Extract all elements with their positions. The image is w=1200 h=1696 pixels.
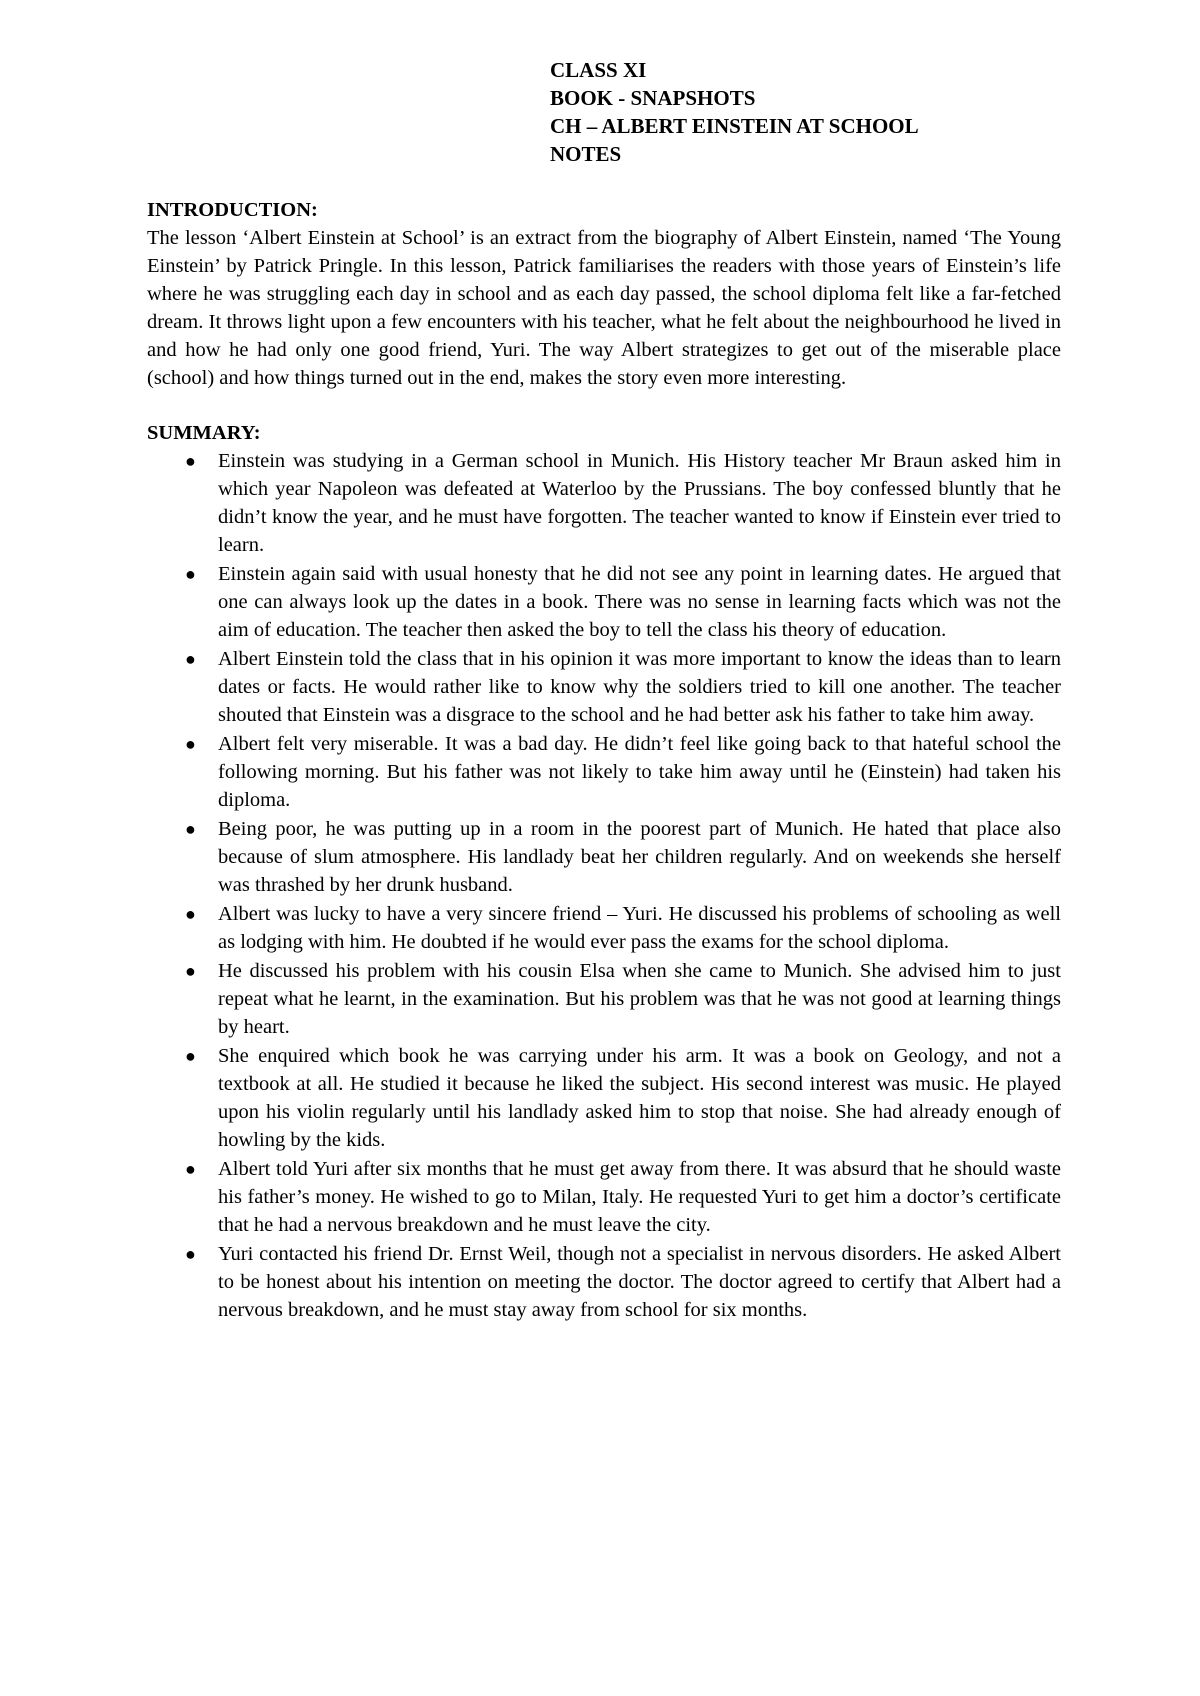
notes-line: NOTES: [550, 142, 622, 166]
list-item-text: Albert Einstein told the class that in his opinion it was more important to know the ideas than to learn dates or facts. He would rather like to know why the soldiers tried to kill one another. The teacher shouted that Einstein was a disgrace to the school and he had better ask his father to take him away.: [218, 648, 1061, 726]
list-item: [147, 1155, 1061, 1239]
bullet-icon: ●: [185, 564, 196, 584]
introduction-paragraph: The lesson ‘Albert Einstein at School’ is an extract from the biography of Albert Einstein, named ‘The Young Einstein’ by Patrick Pringle. In this lesson, Patrick familiarises the readers with those years of Einstein’s life where he was struggling each day in school and as each day passed, the school diploma felt like a far-fetched dream. It throws light upon a few encounters with his teacher, what he felt about the neighbourhood he lived in and how he had only one good friend, Yuri. The way Albert strategizes to get out of the miserable place (school) and how things turned out in the end, makes the story even more interesting.: [147, 227, 1061, 389]
list-item: [147, 815, 1061, 899]
bullet-icon: ●: [185, 904, 196, 924]
list-item: [147, 1042, 1061, 1154]
list-item: [147, 730, 1061, 814]
chapter-line: CH – ALBERT EINSTEIN AT SCHOOL: [550, 114, 919, 138]
list-item: [147, 1240, 1061, 1324]
list-item-text: Being poor, he was putting up in a room in the poorest part of Munich. He hated that place also because of slum atmosphere. His landlady beat her children regularly. And on weekends she herself was thrashed by her drunk husband.: [218, 818, 1061, 896]
list-item: [147, 645, 1061, 729]
bullet-icon: ●: [185, 734, 196, 754]
list-item-text: Einstein again said with usual honesty that he did not see any point in learning dates. He argued that one can always look up the dates in a book. There was no sense in learning facts which was not the aim of education. The teacher then asked the boy to tell the class his theory of education.: [218, 563, 1061, 641]
bullet-icon: ●: [185, 649, 196, 669]
list-item-text: She enquired which book he was carrying under his arm. It was a book on Geology, and not a textbook at all. He studied it because he liked the subject. His second interest was music. He played upon his violin regularly until his landlady asked him to stop that noise. She had already enough of howling by the kids.: [218, 1045, 1061, 1151]
list-item: [147, 900, 1061, 956]
bullet-icon: ●: [185, 819, 196, 839]
list-item-text: He discussed his problem with his cousin Elsa when she came to Munich. She advised him to just repeat what he learnt, in the examination. But his problem was that he was not good at learning things by heart.: [218, 960, 1061, 1038]
list-item-text: Yuri contacted his friend Dr. Ernst Weil, though not a specialist in nervous disorders. He asked Albert to be honest about his intention on meeting the doctor. The doctor agreed to certify that Albert had a nervous breakdown, and he must stay away from school for six months.: [218, 1243, 1061, 1321]
class-line: CLASS XI: [550, 58, 647, 82]
list-item-text: Albert told Yuri after six months that he must get away from there. It was absurd that he should waste his father’s money. He wished to go to Milan, Italy. He requested Yuri to get him a doctor’s certificate that he had a nervous breakdown and he must leave the city.: [218, 1158, 1061, 1236]
document-body: [147, 196, 1061, 1325]
bullet-icon: ●: [185, 1244, 196, 1264]
list-item: [147, 560, 1061, 644]
list-item-text: Albert felt very miserable. It was a bad day. He didn’t feel like going back to that hateful school the following morning. But his father was not likely to take him away until he (Einstein) had taken his diploma.: [218, 733, 1061, 811]
list-item: [147, 447, 1061, 559]
list-item: [147, 957, 1061, 1041]
bullet-icon: ●: [185, 1046, 196, 1066]
summary-list: [147, 447, 1061, 1324]
bullet-icon: ●: [185, 961, 196, 981]
list-item-text: Albert was lucky to have a very sincere friend – Yuri. He discussed his problems of schooling as well as lodging with him. He doubted if he would ever pass the exams for the school diploma.: [218, 903, 1061, 953]
list-item-text: Einstein was studying in a German school in Munich. His History teacher Mr Braun asked him in which year Napoleon was defeated at Waterloo by the Prussians. The boy confessed bluntly that he didn’t know the year, and he must have forgotten. The teacher wanted to know if Einstein ever tried to learn.: [218, 450, 1061, 556]
bullet-icon: ●: [185, 451, 196, 471]
introduction-heading: INTRODUCTION:: [147, 199, 318, 221]
book-line: BOOK - SNAPSHOTS: [550, 86, 756, 110]
bullet-icon: ●: [185, 1159, 196, 1179]
summary-heading: SUMMARY:: [147, 422, 261, 444]
document-header: [550, 56, 919, 168]
